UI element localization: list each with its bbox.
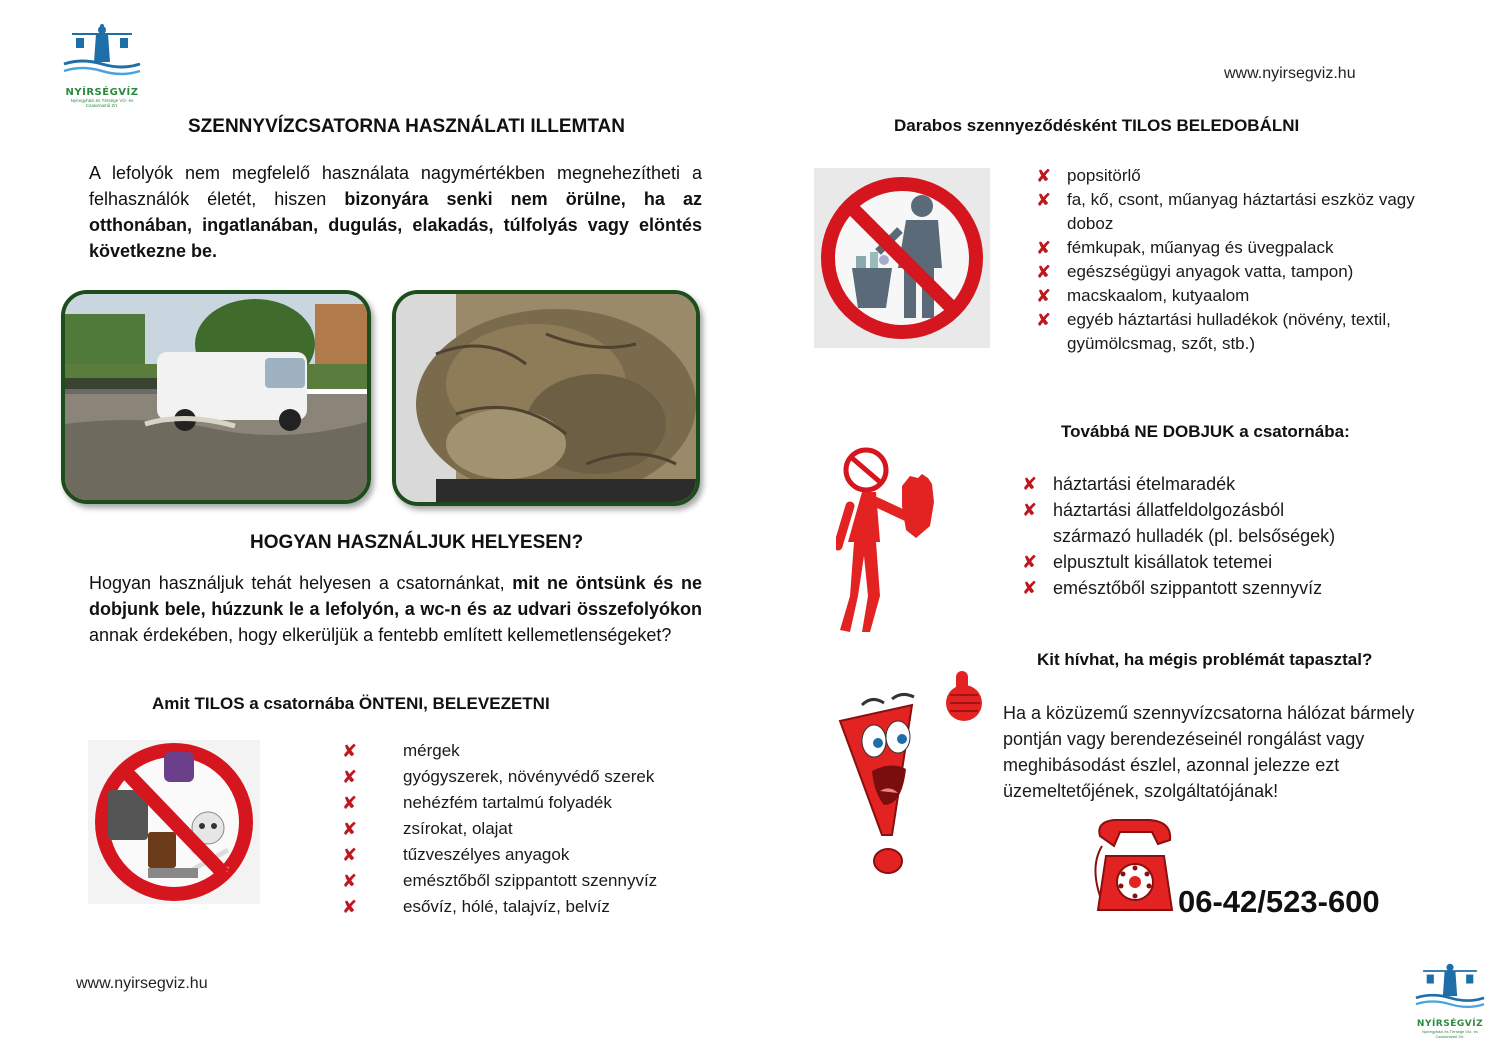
x-mark-icon: ✘: [342, 767, 358, 787]
wipes-clog-photo: [392, 290, 700, 506]
list-item: ✘ tűzveszélyes anyagok: [342, 842, 722, 868]
list-item: ✘ háztartási ételmaradék: [1022, 471, 1382, 497]
x-mark-icon: ✘: [342, 897, 358, 917]
telephone-icon[interactable]: [1092, 816, 1178, 914]
pour-list: [342, 738, 722, 920]
list-item: ✘ fémkupak, műanyag és üvegpalack: [1036, 238, 1334, 258]
no-littering-sign-icon: [814, 168, 990, 348]
x-mark-icon: ✘: [1022, 474, 1038, 494]
intro-plain-text: A lefolyók nem megfelelő használata nagymértékben megnehezítheti a felhasználók életét, hiszen: [89, 163, 702, 209]
header-url[interactable]: www.nyirsegviz.hu: [1224, 65, 1356, 82]
logo-emblem-icon: [62, 24, 142, 82]
x-mark-icon: ✘: [1022, 578, 1038, 598]
list-item: ✘ emésztőből szippantott szennyvíz: [1022, 575, 1382, 601]
logo-subtitle: Nyíregyházi és Térsége Víz- és Csatornamű Zrt.: [70, 98, 134, 108]
x-mark-icon: ✘: [1036, 286, 1052, 306]
intro-paragraph: [89, 160, 702, 264]
how-bold-text: mit ne öntsünk és ne dobjunk bele, húzzunk le a lefolyón, a wc-n és az udvari összefolyókon: [89, 573, 702, 619]
x-mark-icon: ✘: [342, 845, 358, 865]
intro-bold-text: bizonyára senki nem örülne, ha az otthonában, ingatlanában, dugulás, elakadás, túlfolyás vagy elöntés következne be.: [89, 189, 702, 261]
x-mark-icon: ✘: [342, 741, 358, 761]
more-title: Továbbá NE DOBJUK a csatornába:: [1061, 422, 1350, 441]
how-paragraph: [89, 570, 702, 648]
call-title: Kit hívhat, ha mégis problémát tapasztal?: [1037, 650, 1373, 669]
logo-subtitle: Nyíregyházi és Térsége Víz- és Csatornamű Zrt.: [1422, 1029, 1478, 1039]
main-title: SZENNYVÍZCSATORNA HASZNÁLATI ILLEMTAN: [188, 116, 625, 137]
list-item: ✘ egészségügyi anyagok vatta, tampon): [1036, 262, 1354, 282]
list-item: ✘ egyéb háztartási hulladékok (növény, textil, gyümölcsmag, szőt, stb.): [1036, 310, 1391, 353]
x-mark-icon: ✘: [1036, 166, 1052, 186]
throw-title: Darabos szennyeződésként TILOS BELEDOBÁLNI: [894, 116, 1300, 135]
more-list: [1022, 471, 1382, 601]
list-item: ✘ gyógyszerek, növényvédő szerek: [342, 764, 722, 790]
x-mark-icon: ✘: [1036, 238, 1052, 258]
list-item: ✘ háztartási állatfeldolgozásból származó hulladék (pl. belsőségek): [1022, 497, 1353, 549]
x-mark-icon: ✘: [1022, 500, 1038, 520]
company-logo: [62, 24, 142, 108]
list-item: ✘ zsírokat, olajat: [342, 816, 722, 842]
stop-figure-icon: [836, 446, 940, 636]
flooded-street-photo: [61, 290, 371, 504]
exclamation-mascot-icon: [836, 665, 990, 879]
x-mark-icon: ✘: [1036, 190, 1052, 210]
no-hazardous-sign-icon: [88, 740, 260, 904]
phone-number[interactable]: 06-42/523-600: [1178, 884, 1380, 919]
x-mark-icon: ✘: [1036, 262, 1052, 282]
logo-emblem-icon: [1414, 962, 1486, 1014]
list-item: ✘ fa, kő, csont, műanyag háztartási eszköz vagy doboz: [1036, 190, 1415, 233]
list-item: ✘ emésztőből szippantott szennyvíz: [342, 868, 722, 894]
x-mark-icon: ✘: [342, 819, 358, 839]
call-paragraph: Ha a közüzemű szennyvízcsatorna hálózat bármely pontján vagy berendezéseinél rongálást vagy meghibásodást észlel, azonnal jelezze ezt üzemeltetőjének, szolgáltatójának!: [1003, 703, 1415, 801]
x-mark-icon: ✘: [1022, 552, 1038, 572]
logo-brand: NYÍRSÉGVÍZ: [65, 87, 139, 98]
how-plain-text-2: annak érdekében, hogy elkerüljük a fentebb említett kellemetlenségeket?: [89, 625, 672, 645]
list-item: ✘ popsitörlő: [1036, 166, 1141, 186]
list-item: ✘ nehézfém tartalmú folyadék: [342, 790, 722, 816]
list-item: ✘ elpusztult kisállatok tetemei: [1022, 549, 1382, 575]
list-item: ✘ macskaalom, kutyaalom: [1036, 286, 1250, 306]
x-mark-icon: ✘: [342, 871, 358, 891]
logo-brand: NYÍRSÉGVÍZ: [1416, 1019, 1484, 1029]
company-logo-small: [1414, 962, 1486, 1039]
footer-url[interactable]: www.nyirsegviz.hu: [76, 975, 208, 992]
pour-title: Amit TILOS a csatornába ÖNTENI, BELEVEZETNI: [152, 694, 550, 713]
x-mark-icon: ✘: [1036, 310, 1052, 330]
throw-list: [1036, 164, 1436, 356]
list-item: ✘ mérgek: [342, 738, 722, 764]
how-title: HOGYAN HASZNÁLJUK HELYESEN?: [250, 532, 584, 553]
list-item: ✘ esővíz, hólé, talajvíz, belvíz: [342, 894, 722, 920]
how-plain-text-1: Hogyan használjuk tehát helyesen a csatornánkat,: [89, 573, 513, 593]
x-mark-icon: ✘: [342, 793, 358, 813]
